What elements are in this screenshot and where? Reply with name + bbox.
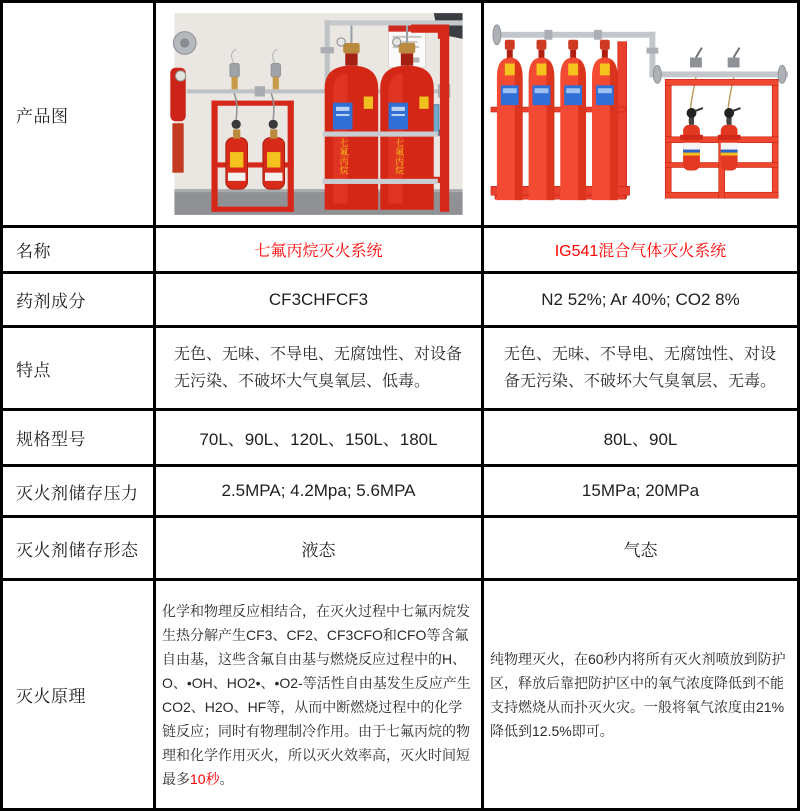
row-label-text: 特点 [16,360,51,380]
row-label-text: 灭火原理 [16,687,86,706]
state-cell-hfc227 [156,518,481,578]
product-render-cell-ig541 [484,3,797,225]
name-cell-ig541 [484,228,797,271]
spec-value: 80L、90L [603,430,678,449]
features-cell-hfc227 [156,328,481,408]
principle-tail: 。 [219,770,234,787]
spec-cell-hfc227 [156,411,481,464]
pressure-value: 2.5MPA; 4.2Mpa; 5.6MPA [221,481,416,500]
cylinder-strap-top [323,131,438,136]
row-label-state [3,518,153,578]
row-label-agent [3,274,153,325]
wall-flange [173,32,196,55]
agent-value: N2 52%; Ar 40%; CO2 8% [541,289,740,309]
partial-cylinder-left [170,68,185,173]
principle-main: 化学和物理反应相结合，在灭火过程中七氟丙烷发生热分解产生CF3、CF2、CF3CFO和CFO等含氟自由基，这些含氟自由基与燃烧反应过程中的H、O、•OH、HO2•、•O2-等活性自由基发生反应产生CO2、H2O、HF等，从而中断燃烧过程中的化学链反应；同时有物理制冷作用。由于七氟丙烷的物理和化学作用灭火，所以灭火效率高，灭火时间短最多 [162,602,471,787]
row-label-text: 名称 [16,242,51,261]
pressure-value: 15MPa; 20MPa [581,481,700,500]
principle-text: 纯物理灭火，在60秒内将所有灭火剂喷放到防护区，释放后靠把防护区中的氧气浓度降低到不能支持燃烧从而扑灭火灾。一般将氧气浓度由21%降低到12.5%即可。 [490,650,786,739]
cylinder-text-right: 七氟丙烷 [393,137,404,175]
product-photo-hfc227 [163,8,474,220]
spec-value: 70L、90L、120L、150L、180L [199,430,438,449]
spec-cell-ig541 [484,411,797,464]
principle-highlight: 10秒 [190,770,220,787]
row-label-text: 灭火剂储存压力 [16,483,139,503]
features-cell-ig541 [484,328,797,408]
principle-cell-hfc227 [156,581,481,808]
state-value: 液态 [301,540,336,560]
product-photo-cell-hfc227 [156,3,481,225]
row-label-text: 产品图 [16,106,69,126]
principle-cell-ig541 [484,581,797,808]
principle-text [156,599,481,791]
row-label-principle [3,581,153,808]
agent-cell-ig541 [484,274,797,325]
cylinder-text-left: 七氟丙烷 [338,137,349,175]
features-text: 无色、无味、不导电、无腐蚀性、对设备无污染、不破坏大气臭氧层、无毒。 [504,346,777,390]
row-label-text: 规格型号 [16,430,86,449]
row-label-pressure [3,467,153,515]
pressure-cell-ig541 [484,467,797,515]
name-cell-hfc227 [156,228,481,271]
agent-cell-hfc227 [156,274,481,325]
row-label-text: 灭火剂储存形态 [16,540,139,560]
pressure-cell-hfc227 [156,467,481,515]
row-label-spec [3,411,153,464]
cylinder-strap-bottom [323,179,438,184]
row-label-text: 药剂成分 [16,292,86,311]
agent-value: CF3CHFCF3 [268,289,369,309]
state-cell-ig541 [484,518,797,578]
state-value: 气态 [623,540,658,560]
product-name-hfc227: 七氟丙烷灭火系统 [254,243,383,260]
row-label-name [3,228,153,271]
product-name-ig541: IG541混合气体灭火系统 [554,243,727,260]
row-label-features [3,328,153,408]
row-label-product-image [3,3,153,225]
product-render-ig541 [487,8,794,220]
features-text: 无色、无味、不导电、无腐蚀性、对设备无污染、不破坏大气臭氧层、低毒。 [174,346,463,390]
